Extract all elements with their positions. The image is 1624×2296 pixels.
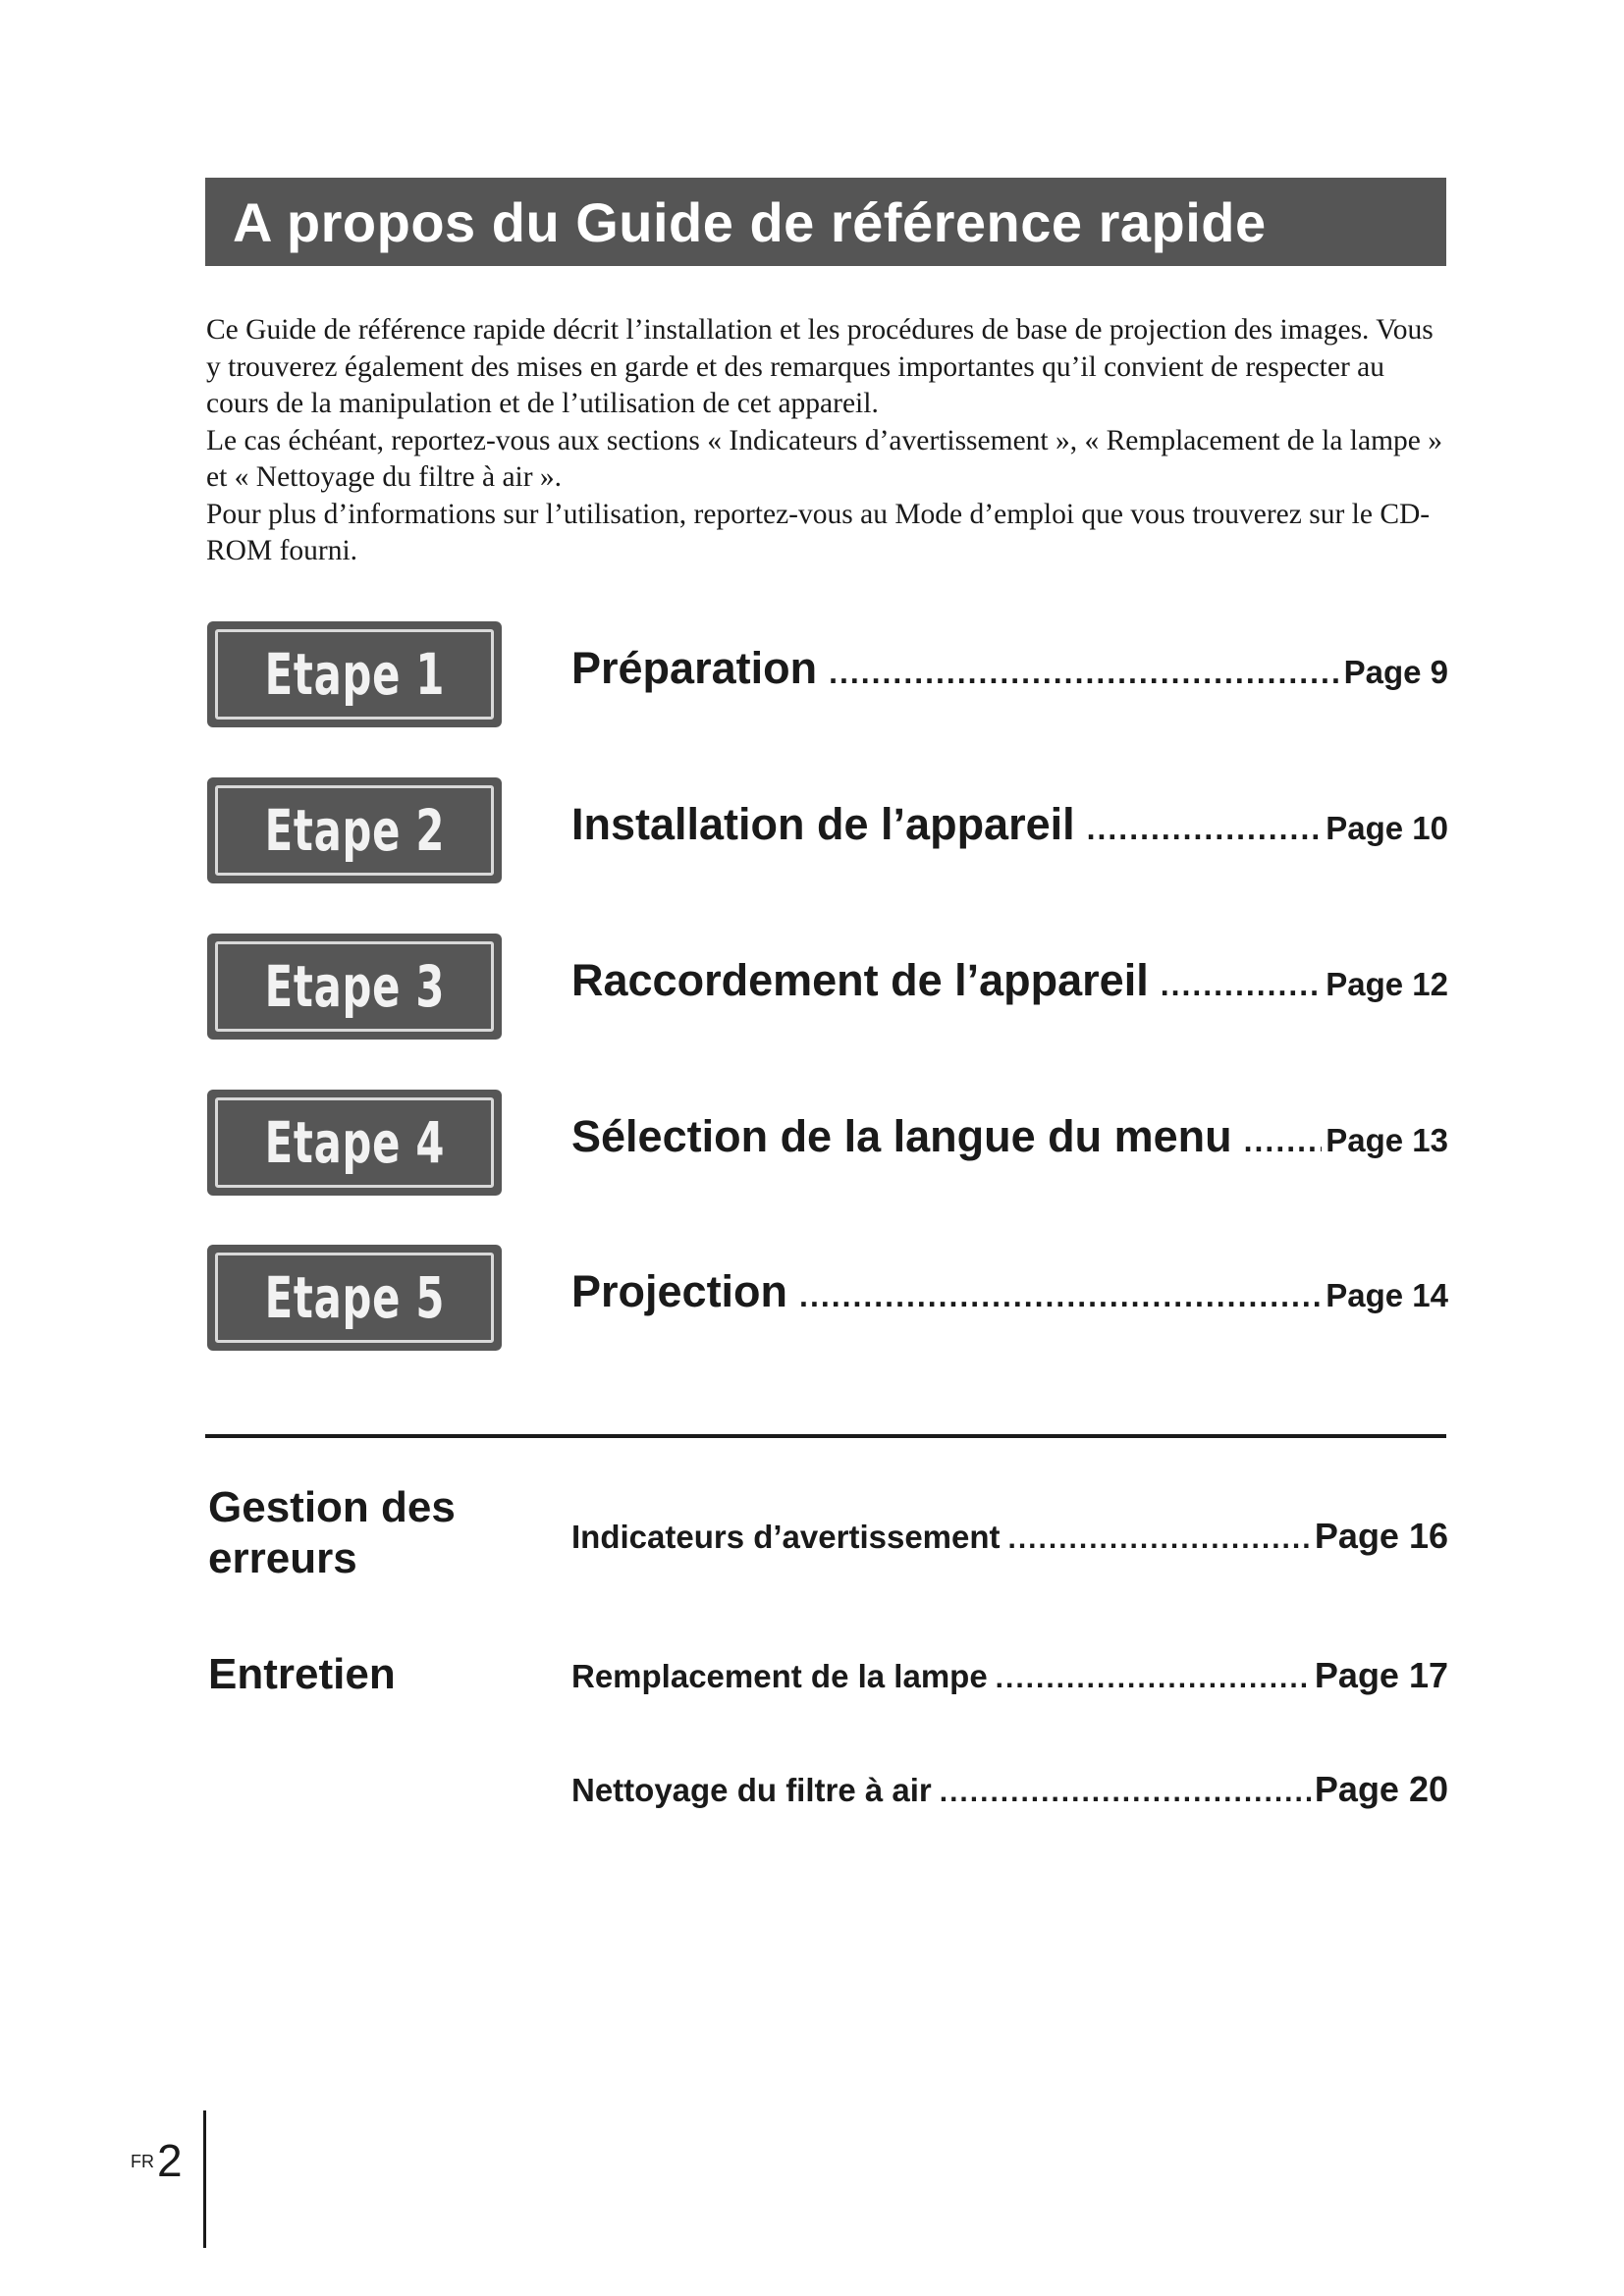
step-badge-5 — [207, 1245, 502, 1351]
toc-item-page-ref: Page 20 — [1314, 1769, 1448, 1809]
step-badge-2 — [207, 777, 502, 883]
step-badge-label: Etape 5 — [264, 1264, 445, 1331]
dot-leader — [1244, 1123, 1323, 1159]
step-badge-label: Etape 4 — [264, 1109, 445, 1176]
toc-item-lamp-replacement[interactable] — [571, 1655, 1448, 1696]
toc-item-warning-indicators[interactable] — [571, 1516, 1448, 1557]
step-row-4 — [0, 1090, 1624, 1198]
step-title: Projection — [571, 1266, 788, 1316]
step-page-ref: Page 14 — [1326, 1277, 1448, 1313]
maintenance-section-heading: Entretien — [208, 1650, 396, 1698]
toc-item-air-filter-cleaning[interactable] — [571, 1769, 1448, 1810]
step-link-4[interactable] — [571, 1111, 1448, 1162]
page-title: A propos du Guide de référence rapide — [233, 190, 1267, 253]
dot-leader — [1008, 1522, 1311, 1556]
step-title: Installation de l’appareil — [571, 799, 1075, 849]
dot-leader — [829, 655, 1340, 691]
intro-paragraph-3: Pour plus d’informations sur l’utilisation, reportez-vous au Mode d’emploi que vous trouverez sur le CD-ROM fourni. — [206, 498, 1431, 566]
step-badge-label: Etape 2 — [264, 797, 445, 864]
step-badge-1 — [207, 621, 502, 727]
intro-text — [206, 312, 1453, 570]
footer-rule — [203, 2110, 206, 2248]
step-link-1[interactable] — [571, 643, 1448, 694]
step-badge-3 — [207, 934, 502, 1040]
intro-paragraph-1: Ce Guide de référence rapide décrit l’installation et les procédures de base de projection des images. Vous y trouverez également des mises en garde et des remarques importantes qu’il convient de respecter au cours de la manipulation et de l’utilisation de cet appareil. — [206, 314, 1434, 419]
section-divider — [205, 1434, 1446, 1438]
step-row-5 — [0, 1245, 1624, 1353]
error-heading-line-1: Gestion des — [208, 1483, 456, 1531]
dot-leader — [996, 1662, 1311, 1695]
footer-page-number: 2 — [157, 2135, 183, 2186]
step-page-ref: Page 9 — [1343, 654, 1448, 690]
step-page-ref: Page 10 — [1326, 810, 1448, 846]
step-row-2 — [0, 777, 1624, 885]
step-row-1 — [0, 621, 1624, 729]
dot-leader — [1087, 811, 1323, 847]
step-title: Sélection de la langue du menu — [571, 1111, 1232, 1161]
page-title-bar — [205, 178, 1446, 266]
error-heading-line-2: erreurs — [208, 1534, 357, 1582]
dot-leader — [799, 1278, 1322, 1314]
toc-item-title: Indicateurs d’avertissement — [571, 1519, 1001, 1555]
step-page-ref: Page 13 — [1326, 1122, 1448, 1158]
step-badge-label: Etape 3 — [264, 953, 445, 1020]
step-title: Préparation — [571, 643, 818, 693]
intro-paragraph-2: Le cas échéant, reportez-vous aux sections « Indicateurs d’avertissement », « Remplacement de la lampe » et « Nettoyage du filtre à air ». — [206, 424, 1442, 493]
dot-leader — [1161, 967, 1323, 1003]
error-section-heading — [208, 1482, 456, 1584]
toc-item-page-ref: Page 16 — [1314, 1516, 1448, 1556]
toc-item-title: Remplacement de la lampe — [571, 1658, 988, 1694]
step-badge-label: Etape 1 — [264, 641, 445, 708]
step-title: Raccordement de l’appareil — [571, 955, 1149, 1005]
toc-item-page-ref: Page 17 — [1314, 1655, 1448, 1695]
step-link-2[interactable] — [571, 799, 1448, 850]
toc-item-title: Nettoyage du filtre à air — [571, 1772, 932, 1808]
footer-language-code: FR — [131, 2152, 154, 2171]
step-link-5[interactable] — [571, 1266, 1448, 1317]
step-page-ref: Page 12 — [1326, 966, 1448, 1002]
step-badge-4 — [207, 1090, 502, 1196]
dot-leader — [940, 1776, 1311, 1809]
step-link-3[interactable] — [571, 955, 1448, 1006]
step-row-3 — [0, 934, 1624, 1041]
